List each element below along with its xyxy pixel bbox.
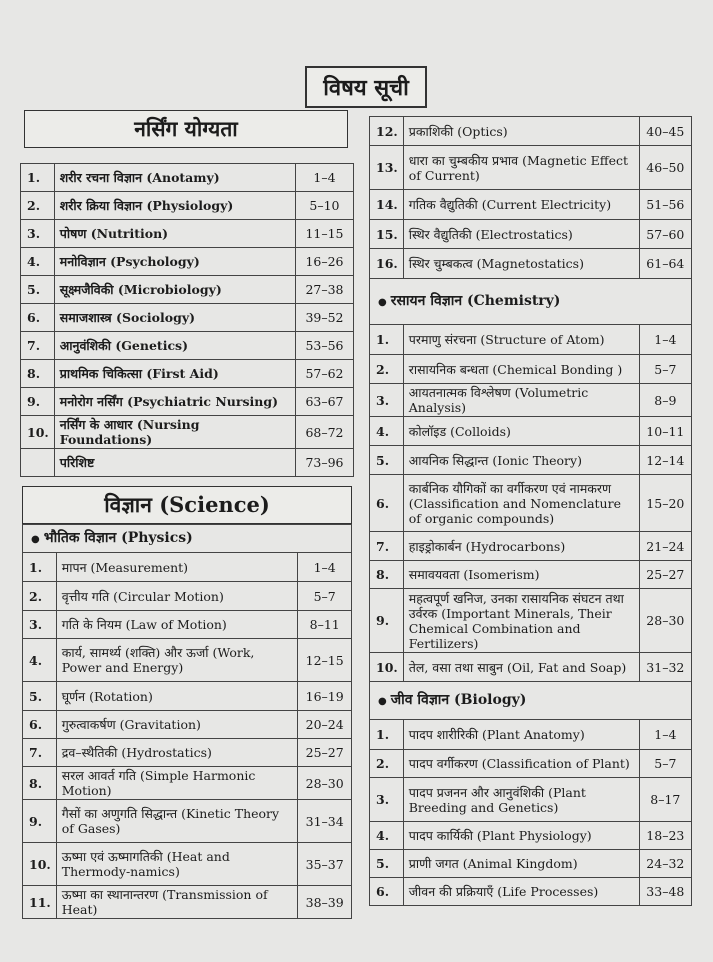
row-title: द्रव–स्थैतिकी (Hydrostatics) (56, 739, 298, 767)
row-number: 10. (370, 653, 404, 682)
row-title: परिशिष्ट (54, 449, 295, 477)
row-pages: 57–62 (295, 360, 353, 388)
row-pages: 33–48 (639, 878, 691, 906)
table-row (370, 325, 692, 355)
table-row (21, 388, 354, 416)
table-row (370, 220, 692, 249)
row-number: 4. (23, 639, 57, 682)
row-pages: 15–20 (639, 475, 691, 532)
row-number: 7. (21, 332, 55, 360)
row-pages: 63–67 (295, 388, 353, 416)
table-row (23, 582, 352, 611)
row-number: 1. (370, 325, 404, 355)
table-row (370, 384, 692, 417)
table-row (23, 553, 352, 582)
row-number: 8. (23, 767, 57, 800)
table-row (370, 850, 692, 878)
row-pages: 21–24 (639, 532, 691, 561)
table-row (370, 822, 692, 850)
table-row (370, 446, 692, 475)
row-number: 3. (370, 778, 404, 822)
row-pages: 1–4 (639, 720, 691, 750)
table-row (370, 778, 692, 822)
table-row (370, 475, 692, 532)
row-pages: 31–34 (298, 800, 352, 843)
table-row (370, 589, 692, 653)
row-number: 1. (23, 553, 57, 582)
row-number: 9. (21, 388, 55, 416)
row-number: 9. (23, 800, 57, 843)
subsection-title: भौतिक विज्ञान (Physics) (43, 529, 193, 546)
table-row (370, 653, 692, 682)
row-title: गैसों का अणुगति सिद्धान्त (Kinetic Theory of Gases) (56, 800, 298, 843)
table-row (21, 220, 354, 248)
row-title: समाजशास्त्र (Sociology) (54, 304, 295, 332)
row-pages: 53–56 (295, 332, 353, 360)
row-title: मापन (Measurement) (56, 553, 298, 582)
table-row (23, 800, 352, 843)
row-title: प्राथमिक चिकित्सा (First Aid) (54, 360, 295, 388)
row-pages: 38–39 (298, 886, 352, 919)
table-row (370, 720, 692, 750)
row-number: 1. (21, 164, 55, 192)
row-pages: 5–7 (639, 355, 691, 384)
row-title: समावयवता (Isomerism) (403, 561, 639, 589)
nursing-table (20, 163, 354, 477)
row-number: 5. (21, 276, 55, 304)
right-column-table (369, 116, 692, 906)
table-row (370, 355, 692, 384)
row-pages: 28–30 (639, 589, 691, 653)
table-row (21, 164, 354, 192)
row-number: 3. (21, 220, 55, 248)
row-pages: 8–17 (639, 778, 691, 822)
table-row (370, 750, 692, 778)
table-row (21, 449, 354, 477)
row-pages: 1–4 (298, 553, 352, 582)
row-pages: 5–7 (639, 750, 691, 778)
row-title: धारा का चुम्बकीय प्रभाव (Magnetic Effect of Current) (403, 146, 639, 190)
row-title: गतिक वैद्युतिकी (Current Electricity) (403, 190, 639, 220)
row-pages: 11–15 (295, 220, 353, 248)
row-title: रासायनिक बन्धता (Chemical Bonding ) (403, 355, 639, 384)
row-pages: 40–45 (639, 117, 691, 146)
subsection-title: जीव विज्ञान (Biology) (390, 691, 527, 708)
row-pages: 1–4 (295, 164, 353, 192)
table-row (370, 561, 692, 589)
row-title: पोषण (Nutrition) (54, 220, 295, 248)
table-row (370, 878, 692, 906)
row-number: 1. (370, 720, 404, 750)
row-title: जीवन की प्रक्रियाएँ (Life Processes) (403, 878, 639, 906)
row-pages: 18–23 (639, 822, 691, 850)
bullet-icon: ● (378, 695, 387, 707)
table-row (370, 532, 692, 561)
table-row (23, 767, 352, 800)
row-number: 4. (370, 417, 404, 446)
row-number: 6. (21, 304, 55, 332)
table-row (370, 249, 692, 279)
row-pages: 24–32 (639, 850, 691, 878)
row-title: महत्वपूर्ण खनिज, उनका रासायनिक संघटन तथा उर्वरक (Important Minerals, Their Chemical Combination and Fertilizers) (403, 589, 639, 653)
row-pages: 35–37 (298, 843, 352, 886)
row-title: स्थिर चुम्बकत्व (Magnetostatics) (403, 249, 639, 279)
row-number (21, 449, 55, 477)
row-number: 10. (23, 843, 57, 886)
row-number: 13. (370, 146, 404, 190)
row-title: पादप वर्गीकरण (Classification of Plant) (403, 750, 639, 778)
row-pages: 16–19 (298, 682, 352, 711)
table-row (21, 276, 354, 304)
row-number: 5. (23, 682, 57, 711)
row-title: ऊष्मा एवं ऊष्मागतिकी (Heat and Thermody-namics) (56, 843, 298, 886)
row-number: 2. (370, 355, 404, 384)
row-title: गति के नियम (Law of Motion) (56, 611, 298, 639)
bullet-icon: ● (31, 533, 40, 545)
chemistry-heading (370, 279, 692, 325)
row-number: 6. (23, 711, 57, 739)
row-title: हाइड्रोकार्बन (Hydrocarbons) (403, 532, 639, 561)
row-number: 8. (370, 561, 404, 589)
table-row (23, 739, 352, 767)
physics-heading (23, 525, 352, 553)
table-row (23, 886, 352, 919)
table-row (23, 711, 352, 739)
row-number: 11. (23, 886, 57, 919)
row-title: कोलॉइड (Colloids) (403, 417, 639, 446)
row-title: पादप प्रजनन और आनुवंशिकी (Plant Breeding and Genetics) (403, 778, 639, 822)
row-number: 12. (370, 117, 404, 146)
row-pages: 5–7 (298, 582, 352, 611)
row-pages: 68–72 (295, 416, 353, 449)
row-title: स्थिर वैद्युतिकी (Electrostatics) (403, 220, 639, 249)
row-title: ऊष्मा का स्थानान्तरण (Transmission of Heat) (56, 886, 298, 919)
row-pages: 61–64 (639, 249, 691, 279)
subsection-title: रसायन विज्ञान (Chemistry) (390, 292, 561, 309)
row-number: 7. (23, 739, 57, 767)
row-number: 4. (21, 248, 55, 276)
nursing-heading: नर्सिंग योग्यता (24, 110, 348, 148)
row-title: सूक्ष्मजैविकी (Microbiology) (54, 276, 295, 304)
row-title: कार्य, सामर्थ्य (शक्ति) और ऊर्जा (Work, Power and Energy) (56, 639, 298, 682)
table-row (23, 843, 352, 886)
row-number: 6. (370, 878, 404, 906)
row-number: 5. (370, 446, 404, 475)
row-pages: 25–27 (298, 739, 352, 767)
row-pages: 27–38 (295, 276, 353, 304)
row-number: 4. (370, 822, 404, 850)
row-title: प्राणी जगत (Animal Kingdom) (403, 850, 639, 878)
row-title: तेल, वसा तथा साबुन (Oil, Fat and Soap) (403, 653, 639, 682)
row-title: आनुवंशिकी (Genetics) (54, 332, 295, 360)
row-pages: 1–4 (639, 325, 691, 355)
row-number: 2. (21, 192, 55, 220)
table-row (23, 611, 352, 639)
row-title: गुरुत्वाकर्षण (Gravitation) (56, 711, 298, 739)
row-title: परमाणु संरचना (Structure of Atom) (403, 325, 639, 355)
row-title: घूर्णन (Rotation) (56, 682, 298, 711)
row-pages: 12–14 (639, 446, 691, 475)
table-row (370, 117, 692, 146)
row-number: 2. (23, 582, 57, 611)
row-pages: 20–24 (298, 711, 352, 739)
row-number: 15. (370, 220, 404, 249)
row-pages: 31–32 (639, 653, 691, 682)
row-pages: 8–9 (639, 384, 691, 417)
table-row (21, 332, 354, 360)
physics-table-left (22, 524, 352, 919)
row-pages: 28–30 (298, 767, 352, 800)
row-pages: 57–60 (639, 220, 691, 249)
row-title: प्रकाशिकी (Optics) (403, 117, 639, 146)
row-pages: 12–15 (298, 639, 352, 682)
table-row (21, 304, 354, 332)
row-number: 7. (370, 532, 404, 561)
table-row (370, 190, 692, 220)
table-row (370, 417, 692, 446)
table-row (23, 682, 352, 711)
row-pages: 8–11 (298, 611, 352, 639)
row-number: 5. (370, 850, 404, 878)
science-heading: विज्ञान (Science) (22, 486, 352, 524)
table-row (23, 639, 352, 682)
row-title: आयतनात्मक विश्लेषण (Volumetric Analysis) (403, 384, 639, 417)
row-number: 16. (370, 249, 404, 279)
row-title: पादप कार्यिकी (Plant Physiology) (403, 822, 639, 850)
row-number: 10. (21, 416, 55, 449)
table-row (21, 192, 354, 220)
row-pages: 39–52 (295, 304, 353, 332)
row-pages: 73–96 (295, 449, 353, 477)
row-number: 3. (370, 384, 404, 417)
row-pages: 46–50 (639, 146, 691, 190)
bullet-icon: ● (378, 296, 387, 308)
row-title: शरीर क्रिया विज्ञान (Physiology) (54, 192, 295, 220)
row-number: 6. (370, 475, 404, 532)
table-row (21, 248, 354, 276)
row-pages: 16–26 (295, 248, 353, 276)
row-number: 14. (370, 190, 404, 220)
table-row (21, 360, 354, 388)
row-title: सरल आवर्त गति (Simple Harmonic Motion) (56, 767, 298, 800)
row-number: 9. (370, 589, 404, 653)
row-title: कार्बनिक यौगिकों का वर्गीकरण एवं नामकरण (Classification and Nomenclature of organic compounds) (403, 475, 639, 532)
row-title: नर्सिंग के आधार (Nursing Foundations) (54, 416, 295, 449)
row-pages: 5–10 (295, 192, 353, 220)
row-title: वृत्तीय गति (Circular Motion) (56, 582, 298, 611)
row-number: 8. (21, 360, 55, 388)
biology-heading (370, 682, 692, 720)
row-number: 3. (23, 611, 57, 639)
row-number: 2. (370, 750, 404, 778)
row-title: शरीर रचना विज्ञान (Anotamy) (54, 164, 295, 192)
row-title: मनोरोग नर्सिंग (Psychiatric Nursing) (54, 388, 295, 416)
row-pages: 51–56 (639, 190, 691, 220)
row-title: मनोविज्ञान (Psychology) (54, 248, 295, 276)
table-row (370, 146, 692, 190)
row-pages: 10–11 (639, 417, 691, 446)
table-row (21, 416, 354, 449)
row-pages: 25–27 (639, 561, 691, 589)
row-title: पादप शारीरिकी (Plant Anatomy) (403, 720, 639, 750)
page-title: विषय सूची (305, 66, 427, 108)
row-title: आयनिक सिद्धान्त (Ionic Theory) (403, 446, 639, 475)
